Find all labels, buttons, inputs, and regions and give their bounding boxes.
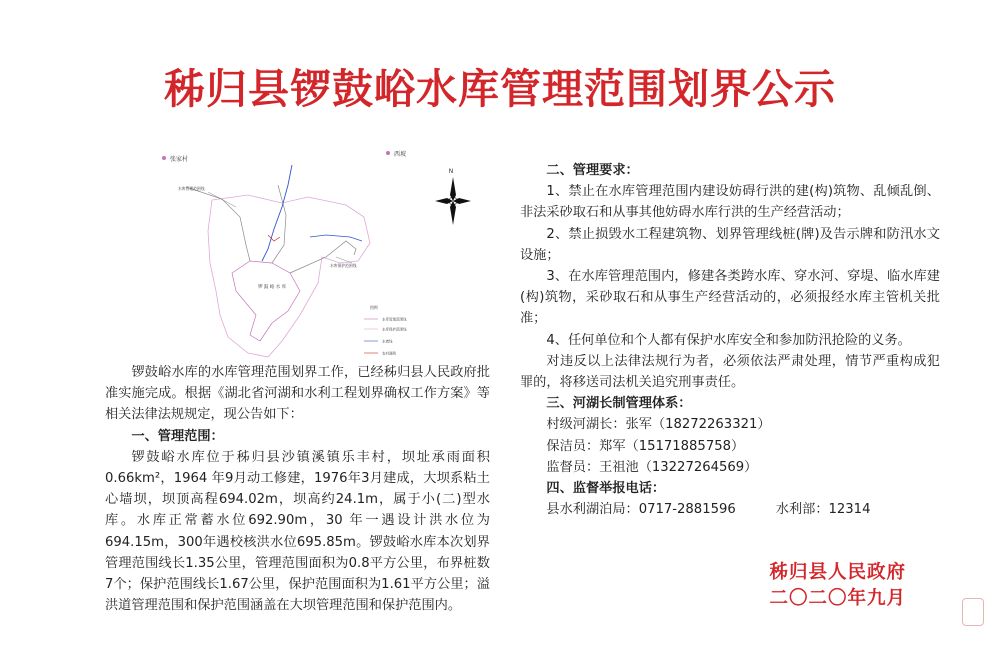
- left-column: [105, 362, 490, 616]
- svg-text:N: N: [448, 168, 454, 175]
- section-heading: 三、河湖长制管理体系：: [546, 396, 692, 412]
- notice-title: 秭归县锣鼓峪水库管理范围划界公示: [164, 65, 836, 113]
- cleaner-line: 保洁员：郑军（15171885758）: [546, 438, 745, 454]
- seal-icon: [962, 598, 984, 626]
- label-manage-line: 水库管理范围线: [178, 186, 205, 191]
- map-legend: [364, 305, 407, 356]
- place-marker-icon: [162, 156, 166, 160]
- river-line: [262, 165, 292, 261]
- requirement-item: 4、任何单位和个人都有保护水库安全和参加防汛抢险的义务。: [546, 332, 911, 348]
- place-top-right: 西坡: [394, 151, 407, 158]
- svg-text:图例: 图例: [370, 305, 378, 310]
- requirement-item: 1、禁止在水库管理范围内建设妨碍行洪的建(构)筑物、乱倾乱倒、非法采砂取石和从事其他妨碍水库行洪的生产经营活动；: [520, 184, 940, 221]
- section-heading: 二、管理要求：: [546, 163, 639, 178]
- issuer-block: [769, 560, 906, 612]
- hotline-ministry: 水利部：12314: [775, 502, 871, 518]
- label-protect-line: 水库保护范围线: [330, 263, 357, 268]
- issue-date: 二〇二〇年九月: [769, 588, 906, 609]
- protect-boundary: [208, 195, 370, 357]
- requirement-item: 3、在水库管理范围内，修建各类跨水库、穿水河、穿堤、临水库建(构)筑物，采砂取石和从事生产经营活动的，必须报经水库主管机关批准；: [520, 269, 940, 327]
- intro-paragraph: 锣鼓峪水库的水库管理范围划界工作，已经秭归县人民政府批准实施完成。根据《湖北省河湖和水利工程划界确权工作方案》等相关法律法规规定，现公告如下：: [105, 365, 490, 423]
- legend-item: 水流线: [382, 339, 393, 344]
- penalty-paragraph: 对违反以上法律法规行为者，必须依法严肃处理，情节严重构成犯罪的，将移送司法机关追究刑事责任。: [520, 353, 940, 391]
- manage-boundary: [232, 261, 300, 341]
- legend-item: 水库保护范围线: [382, 327, 407, 332]
- supervisor-line: 监督员：王祖池（13227264569）: [546, 459, 758, 475]
- compass-icon: [435, 168, 471, 225]
- section-heading: 一、管理范围：: [131, 428, 224, 444]
- issuer-name: 秭归县人民政府: [769, 562, 906, 583]
- management-scope-paragraph: 锣鼓峪水库位于秭归县沙镇溪镇乐丰村，坝址承雨面积0.66km²，1964 年9月动工修建，1976年3月建成，大坝系粘土心墙坝，坝顶高程694.02m，坝高约24.1m，属于小(二)型水库。水库正常蓄水位692.90m，30 年一遇设计洪水位为694.15m，300年遇校核洪水位695.85m。锣鼓峪水库本次划界管理范围线长1.35公里，管理范围面积为0.8平方公里，布界桩数7个；保护范围线长1.67公里，保护范围面积为1.61平方公里；溢洪道管理范围和保护范围涵盖在大坝管理范围和保护范围内。: [105, 449, 490, 614]
- road-line: [268, 235, 280, 241]
- right-column: [520, 160, 940, 520]
- requirement-item: 2、禁止损毁水工程建筑物、划界管理线桩(牌)及告示牌和防汛水文设施；: [520, 226, 940, 263]
- reservoir-label: 锣 鼓 峪 水 库: [258, 285, 287, 290]
- legend-item: 水库管理范围线: [382, 317, 407, 322]
- section-heading: 四、监督举报电话：: [546, 481, 666, 497]
- terrain-line: [186, 187, 250, 261]
- river-chief-line: 村级河湖长：张军（18272263321）: [546, 417, 771, 433]
- terrain-line: [272, 185, 286, 263]
- place-marker-icon: [386, 151, 390, 155]
- hotline-county: 县水利湖泊局：0717-2881596: [546, 502, 736, 518]
- place-top-left: 张家村: [170, 156, 189, 163]
- river-line: [310, 235, 362, 241]
- hotline-line: [520, 499, 940, 520]
- reservoir-map: [150, 145, 490, 363]
- legend-item: 农村道路: [382, 351, 396, 356]
